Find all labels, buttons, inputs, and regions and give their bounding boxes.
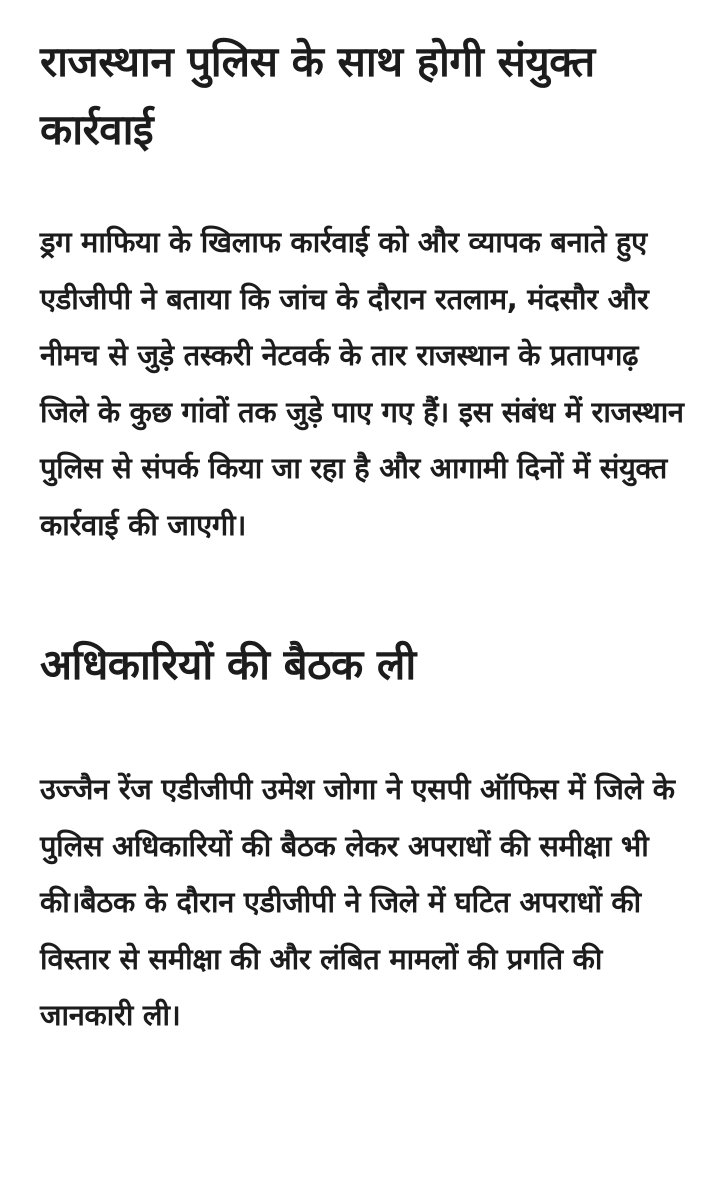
paragraph-joint-action: ड्रग माफिया के खिलाफ कार्रवाई को और व्यापक बनाते हुए एडीजीपी ने बताया कि जांच के दौरान रतलाम, मंदसौर और नीमच से जुड़े तस्करी नेटवर्क के तार राजस्थान के प्रतापगढ़ जिले के कुछ गांवों तक जुड़े पाए गए हैं। इस संबंध में राजस्थान पुलिस से संपर्क किया जा रहा है और आगामी दिनों में संयुक्त कार्रवाई की जाएगी। <box>40 225 684 542</box>
section-heading-officers-meeting: अधिकारियों की बैठक ली <box>40 640 416 689</box>
section-heading-joint-action: राजस्थान पुलिस के साथ होगी संयुक्त कार्रवाई <box>40 37 595 154</box>
article-body <box>40 28 690 1044</box>
paragraph-officers-meeting: उज्जैन रेंज एडीजीपी उमेश जोगा ने एसपी ऑफिस में जिले के पुलिस अधिकारियों की बैठक लेकर अपराधों की समीक्षा भी की।बैठक के दौरान एडीजीपी ने जिले में घटित अपराधों की विस्तार से समीक्षा की और लंबित मामलों की प्रगति की जानकारी ली। <box>40 772 675 1032</box>
